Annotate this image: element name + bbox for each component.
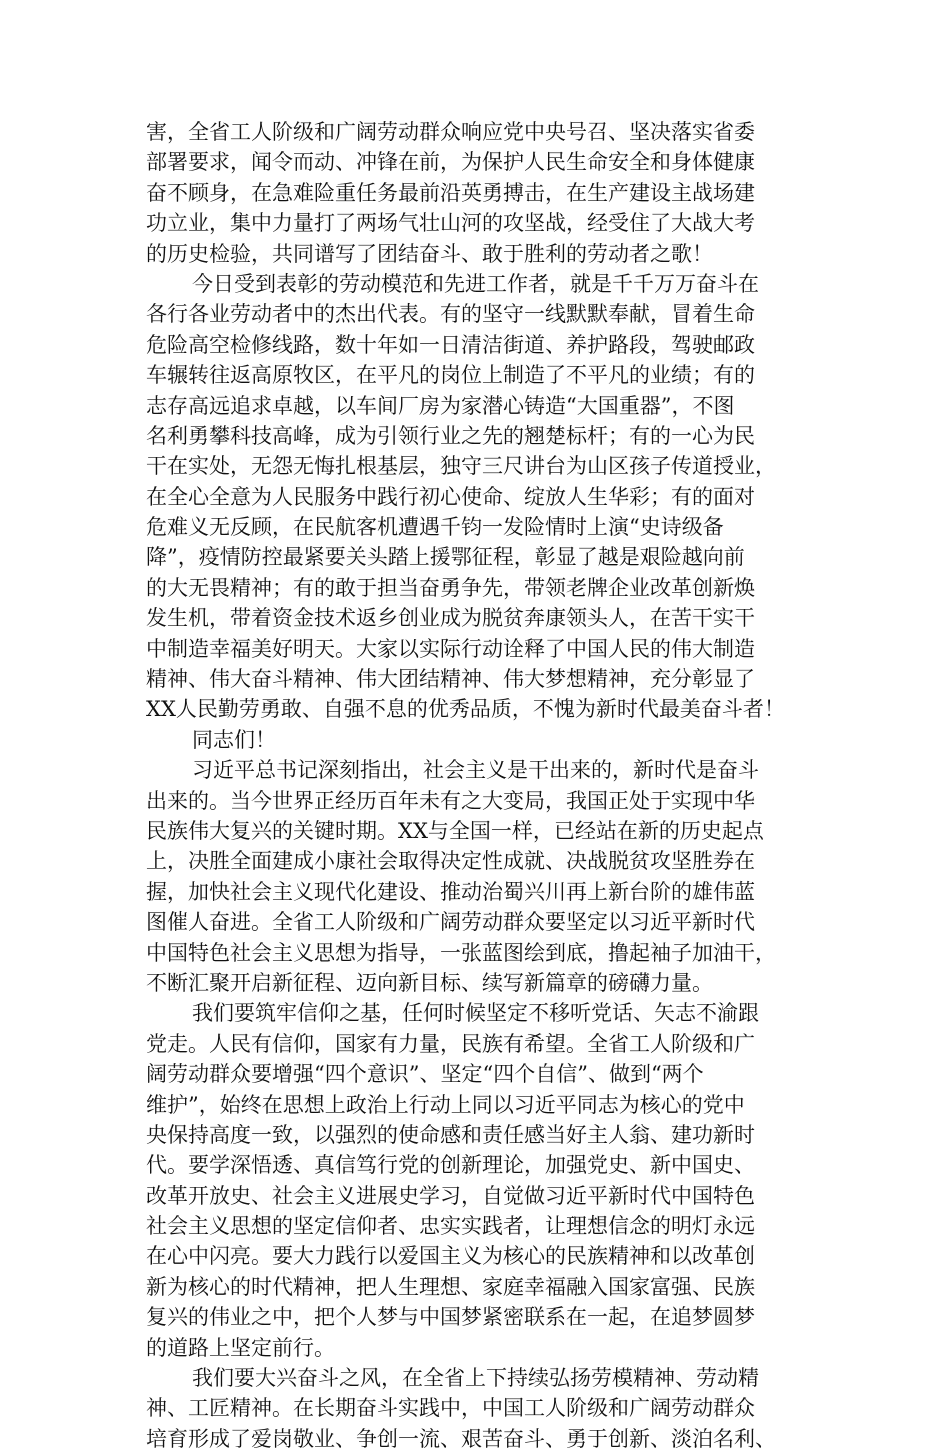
text-line: 今日受到表彰的劳动模范和先进工作者，就是千千万万奋斗在 — [192, 271, 759, 296]
text-line: 神、工匠精神。在长期奋斗实践中，中国工人阶级和广阔劳动群众 — [146, 1396, 755, 1421]
text-line: 维护”，始终在思想上政治上行动上同以习近平同志为核心的党中 — [146, 1092, 745, 1117]
text-line: XX人民勤劳勇敢、自强不息的优秀品质，不愧为新时代最美奋斗者！ — [146, 697, 785, 722]
text-line: 不断汇聚开启新征程、迈向新目标、续写新篇章的磅礴力量。 — [146, 970, 713, 995]
text-line: 握，加快社会主义现代化建设、推动治蜀兴川再上新台阶的雄伟蓝 — [146, 879, 755, 904]
text-line: 在心中闪亮。要大力践行以爱国主义为核心的民族精神和以改革创 — [146, 1244, 755, 1269]
text-line: 功立业，集中力量打了两场气壮山河的攻坚战，经受住了大战大考 — [146, 211, 755, 236]
text-line: 的大无畏精神；有的敢于担当奋勇争先，带领老牌企业改革创新焕 — [146, 575, 755, 600]
text-line: 的历史检验，共同谱写了团结奋斗、敢于胜利的劳动者之歌！ — [146, 241, 713, 266]
text-line: 危难义无反顾，在民航客机遭遇千钧一发险情时上演“史诗级备 — [146, 515, 724, 540]
text-line: 名利勇攀科技高峰，成为引领行业之先的翘楚标杆；有的一心为民 — [146, 423, 755, 448]
text-line: 上，决胜全面建成小康社会取得决定性成就、决战脱贫攻坚胜券在 — [146, 849, 755, 874]
text-line: 我们要大兴奋斗之风，在全省上下持续弘扬劳模精神、劳动精 — [192, 1366, 759, 1391]
text-line: 复兴的伟业之中，把个人梦与中国梦紧密联系在一起，在追梦圆梦 — [146, 1305, 755, 1330]
text-line: 阔劳动群众要增强“四个意识”、坚定“四个自信”、做到“两个 — [146, 1062, 704, 1087]
text-line: 出来的。当今世界正经历百年未有之大变局，我国正处于实现中华 — [146, 788, 755, 813]
text-line: 中制造幸福美好明天。大家以实际行动诠释了中国人民的伟大制造 — [146, 636, 755, 661]
text-line: 部署要求，闻令而动、冲锋在前，为保护人民生命安全和身体健康 — [146, 150, 755, 175]
text-line: 危险高空检修线路，数十年如一日清洁街道、养护路段，驾驶邮政 — [146, 332, 755, 357]
text-line: 降”，疫情防控最紧要关头踏上援鄂征程，彰显了越是艰险越向前 — [146, 545, 745, 570]
text-line: 民族伟大复兴的关键时期。XX与全国一样，已经站在新的历史起点 — [146, 818, 764, 843]
text-line: 中国特色社会主义思想为指导，一张蓝图绘到底，撸起袖子加油干， — [146, 940, 776, 965]
text-line: 图催人奋进。全省工人阶级和广阔劳动群众要坚定以习近平新时代 — [146, 910, 755, 935]
text-line: 我们要筑牢信仰之基，任何时候坚定不移听党话、矢志不渝跟 — [192, 1001, 759, 1026]
text-line: 各行各业劳动者中的杰出代表。有的坚守一线默默奉献，冒着生命 — [146, 302, 755, 327]
text-line: 培育形成了爱岗敬业、争创一流、艰苦奋斗、勇于创新、淡泊名利、 — [146, 1426, 776, 1451]
text-line: 的道路上坚定前行。 — [146, 1335, 335, 1360]
text-line: 奋不顾身，在急难险重任务最前沿英勇搏击，在生产建设主战场建 — [146, 180, 755, 205]
text-line: 害，全省工人阶级和广阔劳动群众响应党中央号召、坚决落实省委 — [146, 120, 755, 144]
text-line: 习近平总书记深刻指出，社会主义是干出来的，新时代是奋斗 — [192, 758, 759, 783]
text-line: 干在实处，无怨无悔扎根基层，独守三尺讲台为山区孩子传道授业， — [146, 454, 776, 479]
text-line: 党走。人民有信仰，国家有力量，民族有希望。全省工人阶级和广 — [146, 1031, 755, 1056]
text-line: 央保持高度一致，以强烈的使命感和责任感当好主人翁、建功新时 — [146, 1122, 755, 1147]
text-line: 志存高远追求卓越，以车间厂房为家潜心铸造“大国重器”，不图 — [146, 393, 735, 418]
text-line: 在全心全意为人民服务中践行初心使命、绽放人生华彩；有的面对 — [146, 484, 755, 509]
text-line: 同志们！ — [192, 727, 276, 752]
text-line: 代。要学深悟透、真信笃行党的创新理论，加强党史、新中国史、 — [146, 1153, 755, 1178]
text-line: 改革开放史、社会主义进展史学习，自觉做习近平新时代中国特色 — [146, 1183, 755, 1208]
document-body — [146, 117, 828, 1454]
text-line: 车辗转往返高原牧区，在平凡的岗位上制造了不平凡的业绩；有的 — [146, 363, 755, 388]
text-line: 新为核心的时代精神，把人生理想、家庭幸福融入国家富强、民族 — [146, 1274, 755, 1299]
text-line: 社会主义思想的坚定信仰者、忠实实践者，让理想信念的明灯永远 — [146, 1214, 755, 1239]
text-line: 精神、伟大奋斗精神、伟大团结精神、伟大梦想精神，充分彰显了 — [146, 667, 755, 692]
text-line: 发生机，带着资金技术返乡创业成为脱贫奔康领头人，在苦干实干 — [146, 606, 755, 631]
